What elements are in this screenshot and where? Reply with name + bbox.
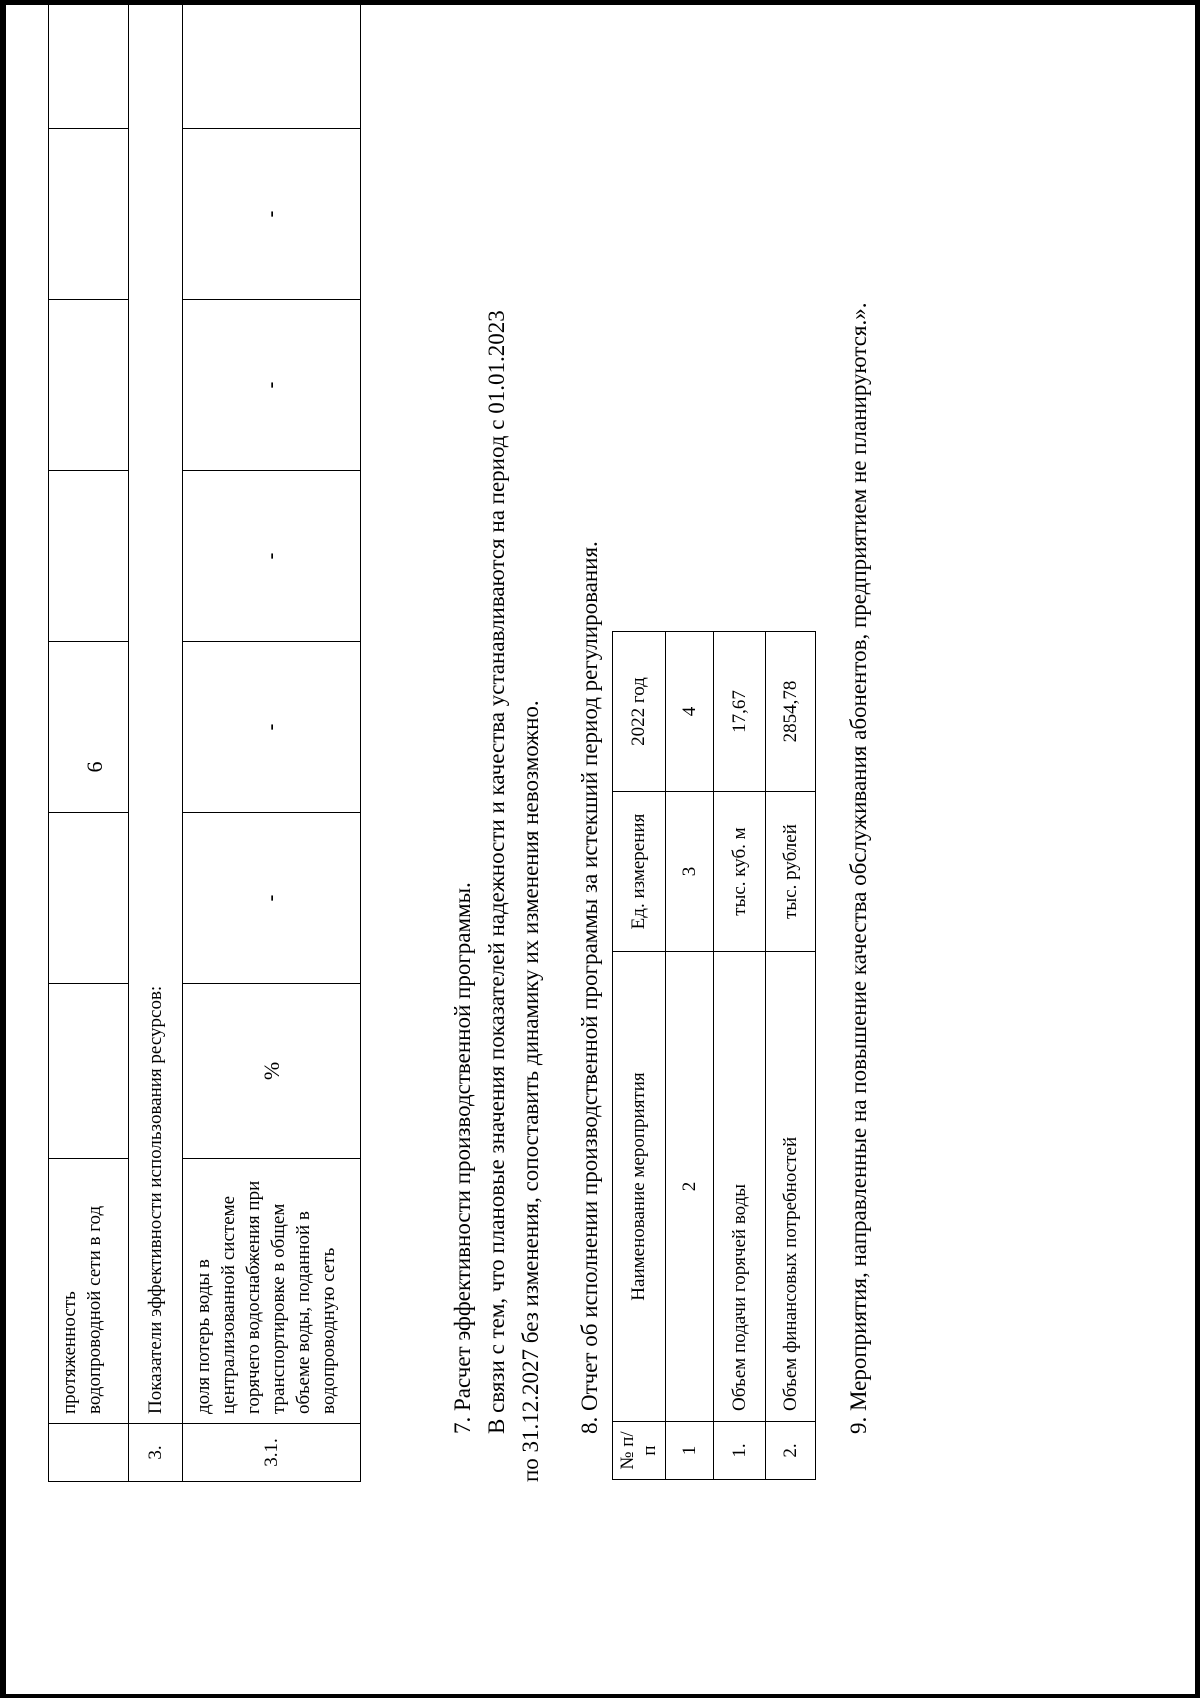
- activity-value: 2854,78: [766, 632, 816, 792]
- value-cell: [49, 300, 129, 471]
- value-cell: [49, 471, 129, 642]
- page-number: 6: [82, 761, 107, 773]
- header-unit: Ед. измерения: [613, 792, 666, 952]
- section7-text-line2: по 31.12.2027 без изменения, сопоставить динамику их изменения невозможно.: [518, 700, 543, 1482]
- header-year: 2022 год: [613, 632, 666, 792]
- section7-title: 7. Расчет эффективности производственной программы.: [450, 882, 475, 1434]
- value-cell: [49, 642, 129, 813]
- activity-unit: тыс. куб. м: [714, 792, 766, 952]
- activity-name: Объем финансовых потребностей: [766, 952, 816, 1422]
- report-table: [612, 631, 816, 1480]
- indicator-name: протяженность водопроводной сети в год: [49, 1159, 129, 1424]
- row-number: 3.1.: [183, 1424, 361, 1482]
- value-cell: -: [183, 129, 361, 300]
- index-cell: 2: [666, 952, 714, 1422]
- row-number: [49, 1424, 129, 1482]
- value-cell: [183, 0, 361, 129]
- header-name: Наименование мероприятия: [613, 952, 666, 1422]
- indicator-name: доля потерь воды в централизованной системе горячего водоснабжения при транспортировке в общем объеме воды, поданной в водопроводную сеть: [183, 1159, 361, 1424]
- table-index-row: [666, 632, 714, 1480]
- section-row: [129, 0, 183, 1482]
- value-cell: -: [183, 300, 361, 471]
- value-cell: -: [183, 642, 361, 813]
- activity-name: Объем подачи горячей воды: [714, 952, 766, 1422]
- value-cell: -: [183, 471, 361, 642]
- section-number: 3.: [129, 1424, 183, 1482]
- section-title: Показатели эффективности использования ресурсов:: [129, 0, 183, 1424]
- value-cell: [49, 0, 129, 129]
- header-num: № п/п: [613, 1422, 666, 1480]
- index-cell: 3: [666, 792, 714, 952]
- table-header-row: [613, 632, 666, 1480]
- row-number: 2.: [766, 1422, 816, 1480]
- table-row: [183, 0, 361, 1482]
- value-cell: [49, 129, 129, 300]
- section8-title: 8. Отчет об исполнении производственной программы за истекший период регулирования.: [577, 541, 602, 1434]
- index-cell: 4: [666, 632, 714, 792]
- table-row: [49, 0, 129, 1482]
- section7-text-line1: В связи с тем, что плановые значения показателей надежности и качества устанавливаются на период с 01.01.2023: [484, 310, 509, 1434]
- section9-text: 9. Мероприятия, направленные на повышение качества обслуживания абонентов, предприятием не планируются.».: [846, 302, 871, 1434]
- indicator-unit: [49, 984, 129, 1159]
- index-cell: 1: [666, 1422, 714, 1480]
- row-number: 1.: [714, 1422, 766, 1480]
- activity-unit: тыс. рублей: [766, 792, 816, 952]
- table-row: [766, 632, 816, 1480]
- indicator-unit: %: [183, 984, 361, 1159]
- indicators-table: [48, 0, 361, 1482]
- value-cell: [49, 813, 129, 984]
- table-row: [714, 632, 766, 1480]
- activity-value: 17,67: [714, 632, 766, 792]
- value-cell: -: [183, 813, 361, 984]
